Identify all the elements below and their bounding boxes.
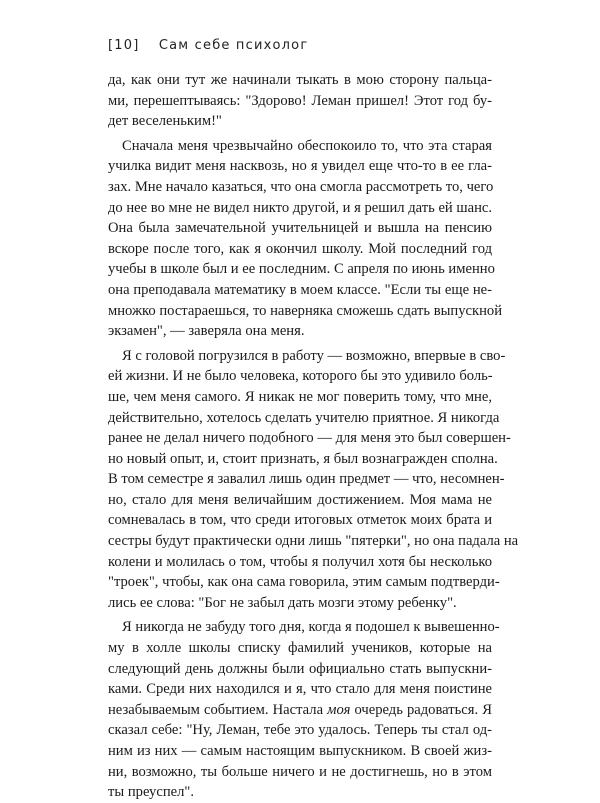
text-line: Я никогда не забуду того дня, когда я подошел к вывешенно- [122,619,500,636]
paragraph [108,70,492,132]
text-line: Я с головой погрузился в работу — возможно, впервые в сво- [122,347,506,364]
text-line: но, стало для меня величайшим достижением. Моя мама не [108,491,492,508]
text-line: лись ее слова: "Бог не забыл дать мозги этому ребенку". [108,594,457,611]
text-line: ми, перешептываясь: "Здорово! Леман пришел! Этот год бу- [108,92,492,109]
text-line: му в холле школы списку фамилий учеников, которые на [108,640,492,657]
emphasized-word: моя [327,701,351,718]
text-line: да, как они тут же начинали тыкать в мою сторону пальца- [108,72,492,88]
text-line: "троек", чтобы, как она сама говорила, этим самым подтверди- [108,574,500,591]
text-line-head: незабываемым событием. Настала [108,701,324,718]
paragraph [108,346,519,614]
text-line: ним из них — самым настоящим выпускником. В своей жиз- [108,743,492,759]
text-line: ей жизни. И не было человека, которого бы это удивило боль- [108,368,493,385]
paragraph [108,136,503,342]
text-line [108,700,492,721]
text-line: Сначала меня чрезвычайно обеспокоило то, что эта старая [122,137,492,154]
text-line: ты преуспел". [108,784,195,801]
text-line: колени и молилась о том, чтобы я получил хотя бы несколько [108,553,492,570]
text-line: В том семестре я завалил лишь один предмет — что, несомнен- [108,471,505,488]
text-line: учебы в школе был и ее последним. С апреля по июнь именно [108,261,495,278]
paragraph [108,617,500,802]
text-line: училка видит меня насквозь, но я увидел еще что-то в ее гла- [108,158,492,175]
page-number: 10 [114,38,134,53]
text-line: до нее во мне не видел никто другой, и я решил дать ей шанс. [108,199,493,216]
text-line: сестры будут практически одни лишь "пятерки", но она падала на [108,533,519,550]
text-line: следующий день должны были официально стать выпускни- [108,660,492,677]
text-line: экзамен", — заверяла она меня. [108,323,305,340]
text-line: ками. Среди них находился и я, что стало для меня поистине [108,681,492,698]
text-line: действительно, хотелось сделать учителю приятное. Я никогда [108,409,500,426]
page-number-bracket-open: [ [108,38,115,53]
page-number-bracket-close: ] [133,38,140,53]
text-line: Она была замечательной учительницей и вышла на пенсию [108,220,492,237]
text-line: ше, чем меня самого. Я никак не мог поверить тому, что мне, [108,388,492,405]
running-head [108,38,308,53]
book-title: Сам себе психолог [158,38,309,53]
text-line: сомневалась в том, что среди итоговых отметок моих брата и [108,512,492,529]
text-line: но новый опыт, и, стоит признать, я был вознагражден сполна. [108,450,498,467]
text-line: ни, возможно, ты больше ничего и не достигнешь, но в этом [108,763,492,780]
text-line: зах. Мне начало казаться, что она смогла рассмотреть то, чего [108,178,494,195]
text-line: сказал себе: "Ну, Леман, тебе это удалось. Теперь ты стал од- [108,722,492,739]
text-line-tail: очередь радоваться. Я [354,701,492,718]
text-line: она преподавала математику в моем классе. "Если ты еще не- [108,281,492,298]
text-line: ранее не делал ничего подобного — для меня это был совершен- [108,430,511,447]
text-line: множко постараешься, то наверняка сможешь сдать выпускной [108,302,503,319]
text-line: дет веселеньким!" [108,113,222,130]
text-line: вскоре после того, как я окончил школу. Мой последний год [108,240,492,257]
body-text [108,70,519,803]
